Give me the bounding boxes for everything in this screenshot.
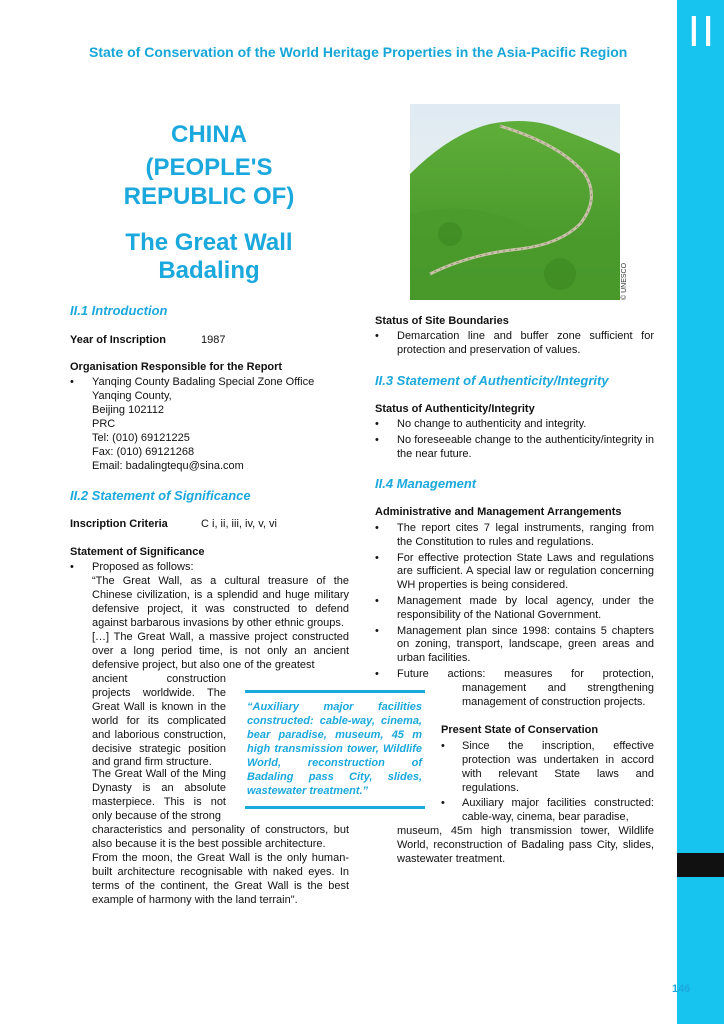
year-value: 1987 [201, 334, 226, 346]
management-heading: II.4 Management [375, 476, 477, 491]
org-email: Email: badalingtequ@sina.com [92, 460, 244, 472]
statement-label: Statement of Significance [70, 546, 205, 558]
site-title-line-2: Badaling [158, 257, 260, 284]
list-item: • The report cites 7 legal instruments, ranging from the Constitution to rules and regulations. [375, 522, 654, 548]
org-line: Beijing 102112 [92, 404, 164, 416]
quote-rule-bottom [245, 806, 425, 809]
criteria-value: C i, ii, iii, iv, v, vi [201, 518, 277, 530]
authenticity-label: Status of Authenticity/Integrity [375, 403, 535, 415]
pull-quote: “Auxiliary major facilities constructed: cable-way, cinema, bear paradise, museum, 45 m high transmission tower, Wildlife World, reconstruction of Badaling pass City, slides, wastewater treatment.” [247, 701, 422, 797]
list-item: • No change to authenticity and integrity. [375, 418, 587, 430]
org-line: PRC [92, 418, 116, 430]
list-item: • Management made by local agency, under the responsibility of the National Government. [375, 594, 654, 621]
present-state-item-2-cont: museum, 45m high transmission tower, Wildlife World, reconstruction of Badaling pass City, slides, wastewater treatment. [397, 825, 654, 865]
statement-para-4: From the moon, the Great Wall is the only human-built architecture recognisable with naked eyes. In terms of the continent, the Great Wall is the best example of harmony with the land terrain". [92, 852, 349, 906]
statement-para-1: “The Great Wall, as a cultural treasure of the Chinese civilization, is a splendid and huge military defensive project, it was constructed to defend against barbarous invasions by other ethnic groups. [92, 575, 349, 629]
statement-para-2: […] The Great Wall, a massive project constructed over a long period time, is not only an ancient defensive project, but also one of the greatest [92, 631, 349, 671]
management-label: Administrative and Management Arrangements [375, 506, 622, 518]
authenticity-heading: II.3 Statement of Authenticity/Integrity [375, 373, 609, 388]
statement-para-2-cont: ancient construction projects worldwide. The Great Wall is known in the world for its complicated and laborious construction, decisive strategic position and grand firm structure. [92, 673, 226, 769]
management-list [375, 522, 654, 668]
great-wall-photo [410, 104, 620, 300]
list-item: • No foreseeable change to the authenticity/integrity in the near future. [375, 433, 654, 460]
present-state-item-1: Since the inscription, effective protection was undertaken in accord with relevant State laws and regulations. [462, 740, 654, 794]
org-line: Yanqing County Badaling Special Zone Office [92, 376, 315, 388]
boundaries-label: Status of Site Boundaries [375, 315, 509, 327]
present-bullet-2: • [441, 797, 445, 809]
sidebar-block [677, 853, 724, 877]
future-actions-rest: management and strengthening management of construction projects. [462, 682, 654, 708]
photo-credit: © UNESCO [621, 262, 628, 300]
country-title-line-3: REPUBLIC OF) [123, 183, 295, 210]
future-actions-first: Future actions: measures for protection, [397, 668, 654, 680]
section-marker: II [687, 7, 717, 56]
list-item: • Demarcation line and buffer zone sufficient for protection and preservation of values. [375, 330, 654, 356]
statement-para-3: The Great Wall of the Ming Dynasty is an absolute masterpiece. This is not only because of the strong [92, 768, 226, 822]
org-line: Fax: (010) 69121268 [92, 446, 195, 458]
significance-heading: II.2 Statement of Significance [70, 488, 251, 503]
present-state-label: Present State of Conservation [441, 724, 599, 736]
statement-intro: Proposed as follows: [92, 561, 194, 573]
org-bullet: • [70, 376, 74, 388]
list-item: • Management plan since 1998: contains 5 chapters on zoning, transport, landscape, green areas and urban facilities. [375, 624, 654, 665]
running-head: State of Conservation of the World Heritage Properties in the Asia-Pacific Region [89, 44, 628, 60]
page-number: 146 [672, 983, 691, 995]
boundaries-list [375, 330, 654, 360]
present-bullet-1: • [441, 740, 445, 752]
statement-bullet: • [70, 561, 74, 573]
present-state-item-2: Auxiliary major facilities constructed: cable-way, cinema, bear paradise, [462, 797, 654, 823]
country-title-line-2: (PEOPLE'S [145, 154, 273, 181]
org-line: Yanqing County, [92, 390, 172, 402]
quote-rule-top [245, 690, 425, 693]
year-label: Year of Inscription [70, 334, 166, 346]
org-label: Organisation Responsible for the Report [70, 361, 283, 373]
future-bullet: • [375, 668, 379, 680]
intro-heading: II.1 Introduction [70, 303, 168, 318]
site-title-line-1: The Great Wall [125, 229, 293, 256]
statement-para-3-cont: characteristics and personality of constructors, but also because it is the best possible architecture. [92, 824, 349, 850]
org-line: Tel: (010) 69121225 [92, 432, 190, 444]
country-title-line-1: CHINA [171, 121, 247, 148]
criteria-label: Inscription Criteria [70, 518, 168, 530]
authenticity-list [375, 418, 654, 463]
list-item: • For effective protection State Laws and regulations are sufficient. A special law or regulation concerning WH properties is being considered. [375, 551, 654, 592]
